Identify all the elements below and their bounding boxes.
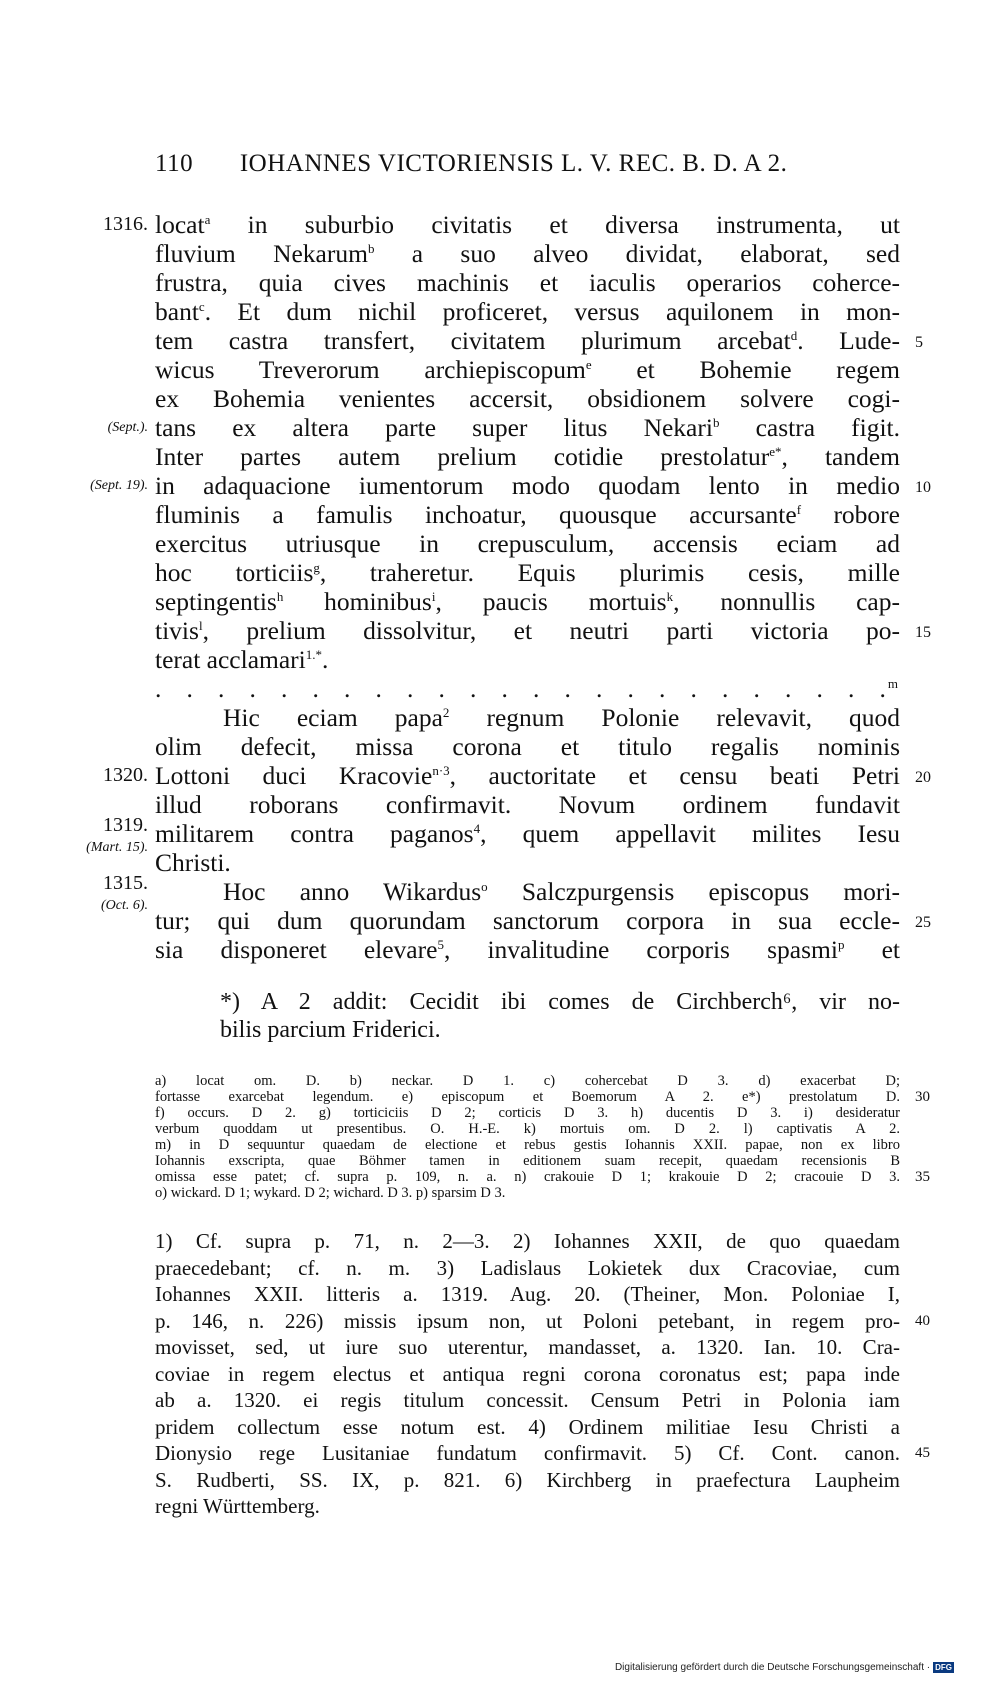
text-line: hoc torticiis$^g$, traheretur. Equis plurimis cesis, mille [155, 558, 900, 587]
text-line: bant$^c$. Et dum nichil proficeret, versus aquilonem in mon- [155, 297, 900, 326]
footnote-line: regni Württemberg. [155, 1494, 320, 1518]
note-marker: e* [769, 444, 782, 459]
footnote-line: movisset, sed, ut iure suo uterentur, mandasset, a. 1320. Ian. 10. Cra- [155, 1335, 900, 1359]
apparatus-line: m) in D sequuntur quaedam de electione et rebus gestis Iohannis XXII. papae, non ex libro [155, 1137, 900, 1153]
text-line: Christi. [155, 848, 231, 877]
note-marker: g [313, 560, 320, 575]
footnotes [155, 1228, 930, 1520]
footnote-line: coviae in regem electus et antiqua regni corona coronatus est; papa inde [155, 1361, 900, 1386]
line-number: 20 [915, 769, 931, 786]
text-line: terat acclamari$^{1.*}$. [155, 645, 329, 674]
note-marker: f [796, 502, 802, 517]
margin-date: (Mart. 15). [86, 840, 148, 855]
text-line: in adaquacione iumentorum modo quodam lento in medio (Sept. 19). 10 [90, 471, 931, 500]
line-number: 40 [915, 1312, 930, 1329]
apparatus-line: Iohannis exscripta, quae Böhmer tamen in editionem suam recepit, quaedam recensionis B [155, 1153, 900, 1169]
note-marker: 4 [473, 821, 481, 836]
page-header [155, 150, 787, 178]
line-number: 15 [915, 624, 931, 641]
text-line: militarem contra paganos$^4$, quem appellavit milites Iesu 1319. (Mart. 15). [155, 819, 900, 848]
note-marker: b [367, 241, 375, 256]
note-marker: 2 [442, 705, 450, 720]
main-text [86, 210, 931, 964]
line-number: 25 [915, 914, 931, 931]
margin-date: (Sept. 19). [90, 478, 148, 493]
text-line: illud roborans confirmavit. Novum ordinem fundavit [155, 790, 900, 819]
line-number: 10 [915, 479, 931, 496]
footnote-line: Dionysio rege Lusitaniae fundatum confirmavit. 5) Cf. Cont. canon. 45 [155, 1441, 930, 1465]
note-marker: e [585, 357, 592, 372]
dfg-logo: DFG [935, 1663, 952, 1672]
text-line: tem castra transfert, civitatem plurimum arcebat$^d$. Lude- 5 [155, 326, 923, 355]
text-line: septingentis$^h$ hominibus$^i$, paucis mortuis$^k$, nonnullis cap- [155, 587, 900, 616]
margin-year: 1316. [103, 213, 148, 235]
note-marker: d [790, 328, 798, 343]
note-marker: k [666, 589, 674, 604]
apparatus-line: f) occurs. D 2. g) torticiciis D 2; corticis D 3. h) ducentis D 3. i) desideratur [155, 1105, 900, 1121]
note-marker: a [204, 212, 211, 227]
running-title: IOHANNES VICTORIENSIS L. V. REC. B. D. A 2. [239, 150, 788, 177]
star-note-line: *) A 2 addit: Cecidit ibi comes de Circhberch⁶, vir no- [220, 989, 900, 1015]
apparatus-line: omissa esse patet; cf. supra p. 109, n. a. n) crakouie D 1; krakouie D 2; cracouie D 3. 35 [155, 1169, 930, 1185]
footnote-line: 1) Cf. supra p. 71, n. 2—3. 2) Iohannes XXII, de quo quaedam [155, 1229, 900, 1253]
critical-apparatus [155, 1073, 930, 1201]
page-number: 110 [155, 150, 194, 177]
note-marker: o [481, 879, 488, 894]
text-line: tur; qui dum quorundam sanctorum corpora in sua eccle- 25 [155, 906, 931, 935]
credit-text: Digitalisierung gefördert durch die Deutsche Forschungsgemeinschaft · [614, 1662, 931, 1673]
text-line: Inter partes autem prelium cotidie prestolatur$^{e*}$, tandem [155, 442, 900, 471]
digitization-credit [615, 1662, 954, 1673]
footnote-line: pridem collectum esse notum est. 4) Ordinem militiae Iesu Christi a [155, 1414, 900, 1439]
apparatus-line: verbum quoddam ut presentibus. O. H.-E. k) mortuis om. D 2. l) captivatis A 2. [155, 1121, 900, 1137]
apparatus-line: a) locat om. D. b) neckar. D 1. c) cohercebat D 3. d) exacerbat D; [155, 1073, 900, 1089]
note-marker: p [837, 937, 845, 952]
text-line: locat$^a$ in suburbio civitatis et diversa instrumenta, ut 1316. [103, 210, 900, 239]
line-number: 5 [915, 334, 923, 351]
text-line: tivis$^l$, prelium dissolvitur, et neutri parti victoria po- 15 [155, 616, 931, 645]
text-line: Lottoni duci Kracovie$^{n\cdot 3}$, auctoritate et censu beati Petri 1320. 20 [103, 761, 931, 790]
line-number: 30 [915, 1089, 930, 1105]
note-marker: n·3 [432, 763, 450, 778]
margin-year: 1319. [103, 814, 148, 836]
star-note-line: bilis parcium Friderici. [220, 1017, 441, 1043]
star-note [220, 988, 900, 1044]
margin-year: 1320. [103, 764, 148, 786]
text-line: tans ex altera parte super litus Nekari$^b$ castra figit. (Sept.). [107, 413, 901, 442]
text-line: . . . . . . . . . . . . . . . . . . . . . . . .$^m$ [155, 674, 900, 703]
footnote-line: Iohannes XXII. litteris a. 1319. Aug. 20. (Theiner, Mon. Poloniae I, [155, 1282, 900, 1306]
note-marker: 1.* [305, 647, 323, 662]
footnote-line: S. Rudberti, SS. IX, p. 821. 6) Kirchberg in praefectura Laupheim [155, 1467, 900, 1492]
text-line: ex Bohemia venientes accersit, obsidionem solvere cogi- [155, 384, 900, 413]
note-marker: m [887, 676, 900, 691]
text-line: olim defecit, missa corona et titulo regalis nominis [155, 732, 900, 761]
text-line: exercitus utriusque in crepusculum, accensis eciam ad [155, 529, 900, 558]
line-number: 35 [915, 1169, 930, 1185]
line-number: 45 [915, 1445, 930, 1461]
text-line: Hoc anno Wikardus$^o$ Salczpurgensis episcopus mori- 1315. (Oct. 6). [155, 877, 900, 906]
note-marker: b [712, 415, 720, 430]
margin-date: (Oct. 6). [100, 898, 148, 913]
text-line: fluvium Nekarum$^b$ a suo alveo dividat, elaborat, sed [155, 239, 900, 268]
text-line: frustra, quia cives machinis et iaculis operarios coherce- [155, 268, 900, 297]
text-line: Hic eciam papa$^2$ regnum Polonie relevavit, quod [223, 703, 900, 732]
text-line: sia disponeret elevare$^5$, invalitudine corporis spasmi$^p$ et [155, 935, 900, 964]
margin-year: 1315. [103, 872, 148, 894]
note-marker: c [198, 299, 205, 314]
footnote-line: ab a. 1320. ei regis titulum concessit. Censum Petri in Polonia iam [155, 1388, 900, 1412]
note-marker: l [198, 618, 203, 633]
apparatus-line: o) wickard. D 1; wykard. D 2; wichard. D 3. p) sparsim D 3. [155, 1185, 506, 1201]
note-marker: 5 [437, 937, 444, 952]
text-line: wicus Treverorum archiepiscopum$^e$ et Bohemie regem [155, 355, 900, 384]
footnote-line: p. 146, n. 226) missis ipsum non, ut Poloni petebant, in regem pro- 40 [155, 1308, 930, 1333]
text-line: fluminis a famulis inchoatur, quousque accursante$^f$ robore [155, 500, 900, 529]
note-marker: h [276, 589, 284, 604]
margin-date: (Sept.). [107, 420, 148, 435]
apparatus-line: fortasse exarcebat legendum. e) episcopum et Boemorum A 2. e*) prestolatum D. 30 [155, 1089, 930, 1105]
note-marker: i [431, 589, 436, 604]
footnote-line: praecedebant; cf. n. m. 3) Ladislaus Lokietek dux Cracoviae, cum [155, 1255, 900, 1280]
